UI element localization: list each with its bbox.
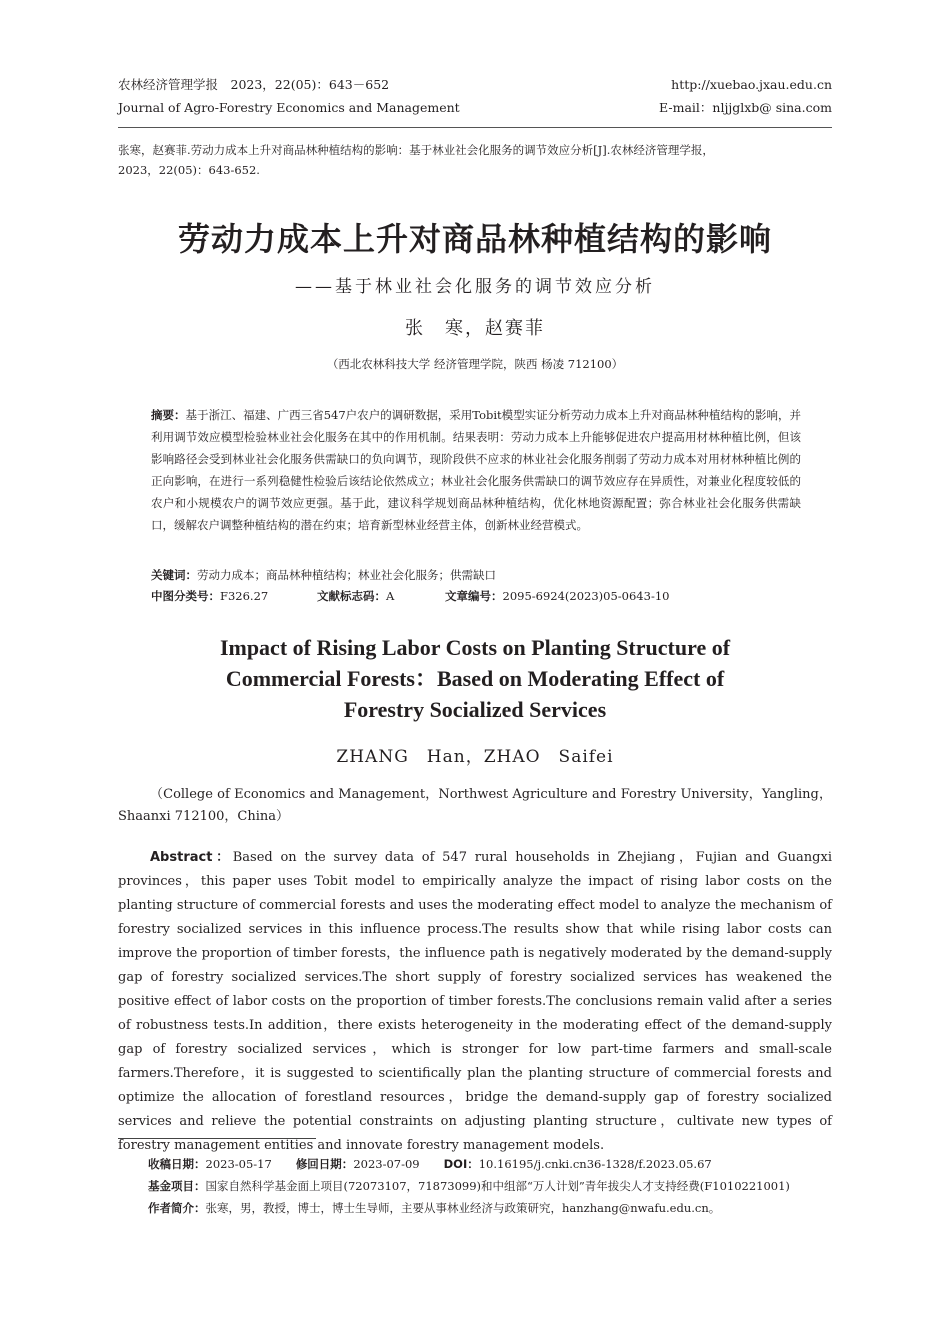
journal-email: E-mail：nljjglxb@ sina.com xyxy=(659,100,832,115)
received-date: 收稿日期：2023-05-17 xyxy=(148,1157,272,1171)
footnote-author: 作者简介：张寒，男，教授，博士，博士生导师，主要从事林业经济与政策研究，hanzhang@nwafu.edu.cn。 xyxy=(148,1201,721,1215)
footnote-dates xyxy=(148,1154,838,1174)
citation xyxy=(118,140,832,180)
doi: DOI：10.16195/j.cnki.cn36-1328/f.2023.05.67 xyxy=(443,1157,712,1171)
citation-line2: 2023，22(05)：643-652. xyxy=(118,163,260,177)
abstract-en-text: Based on the survey data of 547 rural households in Zhejiang，Fujian and Guangxi provinces，this paper uses Tobit model to empirically analyze the impact of rising labor costs on the planting structure of commercial forests and uses the moderating effect model to analyze the mechanism of forestry socialized services in this influence process.The results show that while rising labor costs can improve the proportion of timber forests，the influence path is negatively moderated by the demand-supply gap of forestry socialized services.The short supply of forestry socialized services has weakened the positive effect of labor costs on the proportion of timber forests.The conclusions remain valid after a series of robustness tests.In addition，there exists heterogeneity in the moderating effect of the demand-supply gap of forestry socialized services，which is stronger for low part-time farmers and small-scale farmers.Therefore，it is suggested to scientifically plan the planting structure of commercial forests and optimize the allocation of forestland resources，bridge the demand-supply gap of forestry socialized services and relieve the potential constraints on adjusting planting structure，cultivate new types of forestry management entities and innovate forestry management models. xyxy=(118,850,832,1153)
title-en-line3: Forestry Socialized Services xyxy=(343,697,607,722)
document-code: 文献标志码：A xyxy=(317,589,395,603)
journal-url: http://xuebao.jxau.edu.cn xyxy=(671,77,832,92)
abstract-en xyxy=(118,846,832,1158)
abstract-cn xyxy=(151,404,801,536)
clc-number: 中图分类号：F326.27 xyxy=(151,589,269,603)
authors-en: ZHANG Han，ZHAO Saifei xyxy=(336,747,614,767)
title-en-line1: Impact of Rising Labor Costs on Planting Structure of xyxy=(219,635,731,660)
journal-cn-issue: 农林经济管理学报 2023，22(05)：643－652 xyxy=(118,77,390,92)
subtitle-cn: ——基于林业社会化服务的调节效应分析 xyxy=(295,277,655,297)
revised-date: 修回日期：2023-07-09 xyxy=(295,1157,420,1171)
abstract-cn-text: 基于浙江、福建、广西三省547户农户的调研数据，采用Tobit模型实证分析劳动力成本上升对商品林种植结构的影响，并利用调节效应模型检验林业社会化服务在其中的作用机制。结果表明：劳动力成本上升能够促进农户提高用材林种植比例，但该影响路径会受到林业社会化服务供需缺口的负向调节，现阶段供不应求的林业社会化服务削弱了劳动力成本对用材林种植比例的正向影响，在进行一系列稳健性检验后该结论依然成立；林业社会化服务供需缺口的调节效应存在异质性，对兼业化程度较低的农户和小规模农户的调节效应更强。基于此，建议科学规划商品林种植结构，优化林地资源配置；弥合林业社会化服务供需缺口，缓解农户调整种植结构的潜在约束；培育新型林业经营主体，创新林业经营模式。 xyxy=(151,408,802,532)
journal-en-name: Journal of Agro-Forestry Economics and Management xyxy=(118,100,460,115)
keywords-cn-text: 劳动力成本；商品林种植结构；林业社会化服务；供需缺口 xyxy=(197,568,496,582)
title-cn: 劳动力成本上升对商品林种植结构的影响 xyxy=(177,220,772,258)
abstract-en-label: Abstract： xyxy=(150,850,233,865)
article-number: 文章编号：2095-6924(2023)05-0643-10 xyxy=(445,589,670,603)
affiliation-cn: （西北农林科技大学 经济管理学院，陕西 杨凌 712100） xyxy=(326,357,624,371)
authors-cn: 张 寒，赵赛菲 xyxy=(405,318,545,339)
header-rule xyxy=(118,127,832,128)
citation-line1: 张寒，赵赛菲.劳动力成本上升对商品林种植结构的影响：基于林业社会化服务的调节效应分析[J].农林经济管理学报， xyxy=(118,143,714,157)
keywords-cn-label: 关键词： xyxy=(151,568,197,582)
abstract-cn-label: 摘要： xyxy=(151,408,186,422)
footnote-fund: 基金项目：国家自然科学基金面上项目(72073107，71873099)和中组部“万人计划”青年拔尖人才支持经费(F1010221001) xyxy=(148,1179,790,1193)
keywords-cn xyxy=(151,565,801,585)
footnote-rule xyxy=(118,1138,316,1139)
title-en xyxy=(0,632,950,725)
affiliation-en: （College of Economics and Management，Northwest Agriculture and Forestry University，Yangling，Shaanxi 712100，China） xyxy=(118,787,832,824)
title-en-line2: Commercial Forests：Based on Moderating Effect of xyxy=(225,666,725,691)
